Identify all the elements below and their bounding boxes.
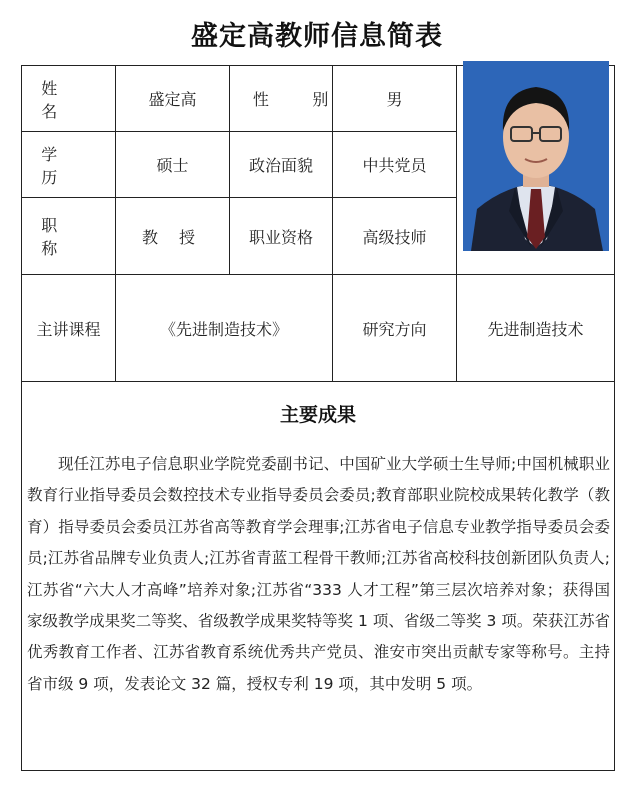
political-label: 政治面貌 — [248, 156, 313, 175]
achievements-text: 现任江苏电子信息职业学院党委副书记、中国矿业大学硕士生导师;中国机械职业教育行业指导委员会数控技术专业指导委员会委员;教育部职业院校成果转化教学（教育）指导委员会委员江苏省高等教育学会理事;江苏省电子信息专业教学指导委员会委员;江苏省品牌专业负责人;江苏省青蓝工程骨干教师;江苏省高校科技创新团队负责人;江苏省“六大人才高峰”培养对象;江苏省“333 人才工程”第三层次培养对象；获得国家级教学成果奖二等奖、省级教学成果奖特等奖 1 项、省级二等奖 3 项。荣获江苏省优秀教育工作者、江苏省教育系统优秀共产党员、淮安市突出贡献专家等称号。主持省市级 9 项，发表论文 32 篇，授权专利 19 项，其中发明 5 项。 — [27, 455, 610, 693]
political-value: 中共党员 — [362, 156, 427, 175]
title-value: 教 授 — [141, 227, 204, 247]
name-value: 盛定高 — [148, 90, 197, 109]
name-label: 姓 名 — [41, 78, 77, 121]
course-label: 主讲课程 — [36, 319, 101, 339]
education-label: 学 历 — [41, 144, 77, 187]
page-title: 盛定高教师信息简表 — [191, 21, 443, 52]
gender-label: 性 别 — [252, 90, 348, 109]
research-label: 研究方向 — [362, 319, 427, 339]
achievements-heading: 主要成果 — [279, 404, 356, 426]
qualification-value: 高级技师 — [362, 227, 427, 247]
course-value: 《先进制造技术》 — [159, 319, 288, 339]
row-divider — [21, 381, 615, 382]
research-value: 先进制造技术 — [487, 319, 584, 339]
education-value: 硕士 — [156, 156, 189, 175]
title-label: 职 称 — [41, 216, 77, 258]
portrait-photo — [463, 61, 609, 251]
gender-value: 男 — [386, 90, 403, 109]
portrait-illustration — [463, 61, 609, 251]
qualification-label: 职业资格 — [248, 227, 313, 247]
